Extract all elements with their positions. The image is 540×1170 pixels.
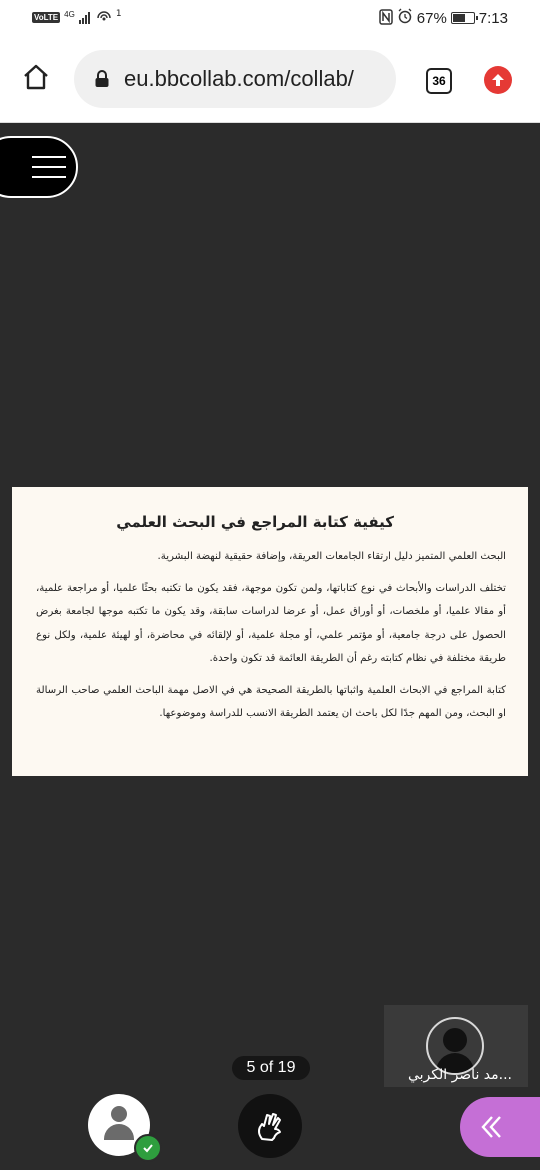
- battery-percent: 67%: [416, 9, 447, 27]
- participant-tile[interactable]: [384, 1005, 528, 1087]
- page-counter: 5 of 19: [232, 1056, 310, 1080]
- battery-icon: [451, 12, 475, 24]
- status-bar: [0, 0, 540, 36]
- user-icon: [111, 1106, 127, 1122]
- participant-name: ...مد ناصر الكربي: [407, 1067, 512, 1083]
- collaborate-panel-button[interactable]: [460, 1097, 540, 1157]
- slide-title: كيفية كتابة المراجع في البحث العلمي: [116, 513, 394, 531]
- double-chevron-left-icon: [480, 1113, 504, 1141]
- slide-paragraph: البحث العلمي المتميز دليل ارتقاء الجامعات العريقة، وإضافة حقيقية لنهضة البشرية.: [157, 551, 506, 562]
- arrow-up-icon: [490, 72, 506, 88]
- signal-icon: [79, 12, 90, 24]
- raise-hand-icon: [253, 1109, 287, 1143]
- lock-icon: [94, 70, 110, 88]
- status-bar-left: [32, 9, 122, 26]
- alarm-icon: [397, 8, 413, 28]
- status-bar-right: [379, 8, 508, 28]
- network-type: 4G: [64, 9, 75, 19]
- raise-hand-button[interactable]: [238, 1094, 302, 1158]
- home-button[interactable]: [22, 63, 50, 91]
- address-bar[interactable]: [74, 50, 396, 108]
- hotspot-count: 1: [115, 8, 122, 19]
- user-icon-body: [104, 1124, 134, 1140]
- slide-paragraph: تختلف الدراسات والأبحاث في نوع كتاباتها، ولمن تكون موجهة، فقد يكون ما تكتبه بحثًا علميا، أو مراجعة علمية، أو مقالا علميا، أو ملخصات، أو أوراق عمل، أو عرضا لدراسات سابقة، وقد يكون ما تكتبه موجها لجامعة بغرض الحصول على درجة جامعية، أو مؤتمر علمي، أو مجلة علمية، أو لإلقائه في محاضرة، أو لهيئة علمية، ولكل نوع طريقة مختلفة في نظام كتابته رغم أن الطريقة العائمة قد تكون واحدة.: [36, 582, 506, 664]
- clock: 7:13: [478, 9, 508, 27]
- menu-icon-bar: [32, 176, 66, 178]
- check-icon: [134, 1134, 162, 1162]
- slide-paragraph: كتابة المراجع في الابحاث العلمية واثباتها بالطريقة الصحيحة هي في الاصل مهمة الباحث العلمي صاحب الرسالة او البحث، ومن المهم جدًا لكل باحث ان يعتمد الطريقة الانسب للدراسة وموضوعها.: [36, 684, 506, 719]
- home-icon: [22, 63, 50, 91]
- menu-icon: [32, 156, 66, 158]
- shared-slide: [12, 487, 528, 776]
- browser-toolbar: [0, 36, 540, 123]
- volte-indicator: VoLTE: [34, 13, 59, 22]
- nfc-icon: [379, 9, 393, 28]
- url-text[interactable]: eu.bbcollab.com/collab/: [124, 66, 354, 91]
- tab-switcher-button[interactable]: 36: [426, 68, 452, 94]
- update-button[interactable]: [484, 66, 512, 94]
- hotspot-icon: [96, 9, 112, 26]
- avatar-head: [443, 1028, 467, 1052]
- menu-button[interactable]: [0, 136, 78, 198]
- menu-icon-bar: [32, 166, 66, 168]
